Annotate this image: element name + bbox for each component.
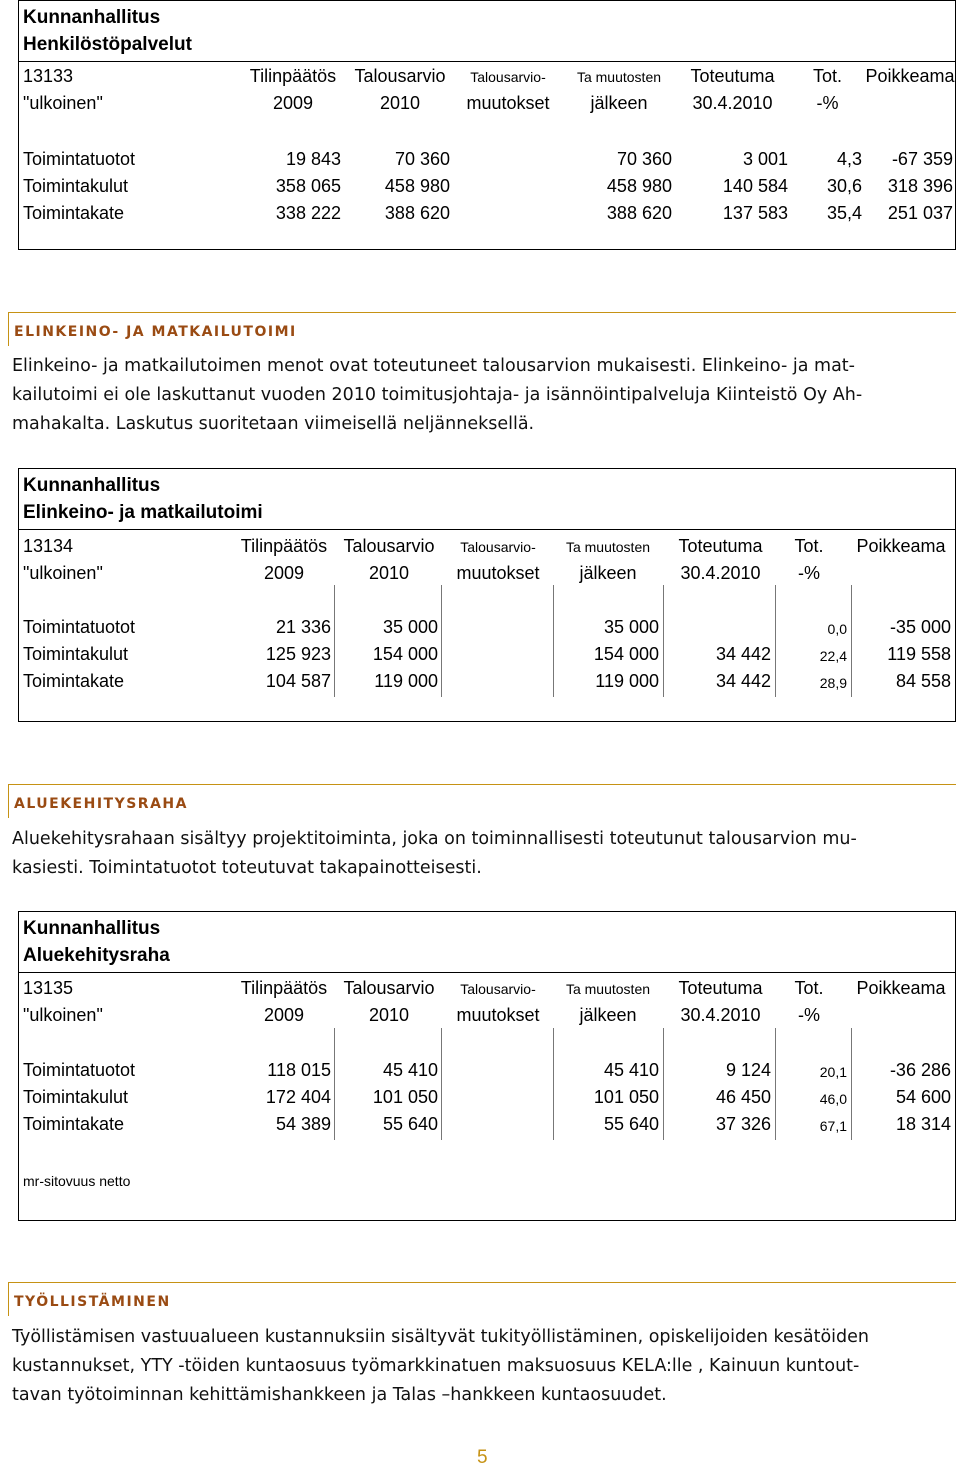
col-tot-pct: Tot. bbox=[794, 978, 824, 998]
section-paragraph bbox=[12, 352, 952, 439]
table-elinkeino bbox=[18, 468, 956, 722]
section-heading: TYÖLLISTÄMINEN bbox=[14, 1294, 171, 1310]
cell-pct: 0,0 bbox=[827, 621, 847, 637]
section-elinkeino bbox=[8, 312, 956, 442]
cell-tamu: 101 050 bbox=[593, 1087, 659, 1107]
paragraph-line: Aluekehitysrahaan sisältyy projektitoiminta, joka on toiminnallisesti toteutunut talousarvion mu- bbox=[12, 829, 857, 849]
cell-poik: -67 359 bbox=[891, 149, 953, 169]
cell-pct: 20,1 bbox=[819, 1064, 847, 1080]
col-talousarvio: Talousarvio bbox=[343, 536, 435, 556]
col-toteutuma: Toteutuma bbox=[678, 536, 763, 556]
column-divider bbox=[441, 585, 442, 697]
col-toteutuma: Toteutuma bbox=[690, 66, 775, 86]
cell-tp: 118 015 bbox=[267, 1060, 331, 1080]
cell-pct: 46,0 bbox=[819, 1091, 847, 1107]
table-footnote: mr-sitovuus netto bbox=[23, 1173, 131, 1189]
col-talousarviomuutokset-b: muutokset bbox=[466, 93, 550, 113]
col-tilinpaatos-year: 2009 bbox=[272, 93, 314, 113]
col-tilinpaatos: Tilinpäätös bbox=[240, 536, 328, 556]
cell-ta: 458 980 bbox=[384, 176, 450, 196]
col-tilinpaatos-year: 2009 bbox=[263, 1005, 305, 1025]
col-tot-pct: Tot. bbox=[794, 536, 824, 556]
table-header-divider bbox=[19, 61, 955, 62]
paragraph-line: tavan työtoiminnan kehittämishankkeen ja Talas –hankkeen kuntaosuudet. bbox=[12, 1385, 667, 1405]
scope-label: "ulkoinen" bbox=[23, 1005, 103, 1025]
table-henkilostopalvelut bbox=[18, 0, 956, 250]
col-talousarviomuutokset: Talousarvio- bbox=[470, 69, 546, 85]
cell-tp: 172 404 bbox=[265, 1087, 331, 1107]
cell-pct: 67,1 bbox=[819, 1118, 847, 1134]
cell-poik: 18 314 bbox=[895, 1114, 951, 1134]
cell-tot: 37 326 bbox=[715, 1114, 771, 1134]
cell-tp: 338 222 bbox=[275, 203, 341, 223]
col-tot-pct-b: -% bbox=[798, 563, 820, 583]
table-header-divider bbox=[19, 972, 955, 973]
col-toteutuma: Toteutuma bbox=[678, 978, 763, 998]
col-talousarvio-year: 2010 bbox=[368, 563, 410, 583]
cost-center-code: 13134 bbox=[23, 536, 74, 556]
cell-tot: 3 001 bbox=[742, 149, 788, 169]
cell-tamu: 154 000 bbox=[593, 644, 659, 664]
table-header-divider bbox=[19, 529, 955, 530]
table-org: Kunnanhallitus bbox=[23, 918, 161, 939]
paragraph-line: kasiesti. Toimintatuotot toteutuvat takapainotteisesti. bbox=[12, 858, 482, 878]
cell-pct: 4,3 bbox=[836, 149, 862, 169]
col-ta-muutosten: Ta muutosten bbox=[565, 981, 651, 997]
row-label: Toimintakulut bbox=[23, 176, 129, 196]
section-aluekehitysraha bbox=[8, 784, 956, 884]
cell-tp: 104 587 bbox=[265, 671, 331, 691]
col-toteutuma-date: 30.4.2010 bbox=[680, 1005, 761, 1025]
row-label: Toimintatuotot bbox=[23, 149, 136, 169]
cell-poik: 251 037 bbox=[887, 203, 953, 223]
col-poikkeama: Poikkeama bbox=[856, 978, 946, 998]
col-talousarvio: Talousarvio bbox=[343, 978, 435, 998]
col-talousarviomuutokset-b: muutokset bbox=[456, 1005, 540, 1025]
cell-tot: 137 583 bbox=[722, 203, 788, 223]
cell-tamu: 45 410 bbox=[603, 1060, 659, 1080]
row-label: Toimintatuotot bbox=[23, 617, 136, 637]
col-talousarvio-year: 2010 bbox=[368, 1005, 410, 1025]
cell-poik: 119 558 bbox=[887, 644, 951, 664]
cell-tp: 358 065 bbox=[275, 176, 341, 196]
cell-tamu: 35 000 bbox=[603, 617, 659, 637]
cell-poik: 84 558 bbox=[895, 671, 951, 691]
section-paragraph bbox=[12, 825, 952, 883]
cell-ta: 154 000 bbox=[372, 644, 438, 664]
cell-tp: 125 923 bbox=[265, 644, 331, 664]
page-number: 5 bbox=[477, 1447, 488, 1468]
section-paragraph bbox=[12, 1323, 952, 1410]
cell-tamu: 70 360 bbox=[616, 149, 672, 169]
col-toteutuma-date: 30.4.2010 bbox=[692, 93, 773, 113]
cell-pct: 28,9 bbox=[819, 675, 847, 691]
cell-ta: 101 050 bbox=[372, 1087, 438, 1107]
cell-tp: 19 843 bbox=[285, 149, 341, 169]
cell-tp: 54 389 bbox=[275, 1114, 331, 1134]
col-tilinpaatos: Tilinpäätös bbox=[249, 66, 337, 86]
column-divider bbox=[441, 1028, 442, 1140]
cost-center-code: 13133 bbox=[23, 66, 74, 86]
col-talousarviomuutokset: Talousarvio- bbox=[460, 539, 536, 555]
col-ta-muutosten-b: jälkeen bbox=[590, 93, 648, 113]
cell-poik: -35 000 bbox=[889, 617, 951, 637]
col-ta-muutosten: Ta muutosten bbox=[576, 69, 662, 85]
col-tot-pct-b: -% bbox=[798, 1005, 820, 1025]
paragraph-line: kailutoimi ei ole laskuttanut vuoden 2010 toimitusjohtaja- ja isännöintipalveluja Kiinteistö Oy Ah- bbox=[12, 385, 863, 405]
cell-ta: 45 410 bbox=[382, 1060, 438, 1080]
col-tilinpaatos: Tilinpäätös bbox=[240, 978, 328, 998]
paragraph-line: Elinkeino- ja matkailutoimen menot ovat toteutuneet talousarvion mukaisesti. Elinkeino- ja mat- bbox=[12, 356, 855, 376]
table-unit: Aluekehitysraha bbox=[23, 945, 170, 966]
col-ta-muutosten-b: jälkeen bbox=[579, 1005, 637, 1025]
col-poikkeama: Poikkeama bbox=[856, 536, 946, 556]
cell-tamu: 458 980 bbox=[606, 176, 672, 196]
paragraph-line: kustannukset, YTY -töiden kuntaosuus työmarkkinatuen maksuosuus KELA:lle , Kainuun kuntout- bbox=[12, 1356, 860, 1376]
cell-tamu: 55 640 bbox=[603, 1114, 659, 1134]
column-divider bbox=[334, 585, 335, 697]
col-talousarvio-year: 2010 bbox=[379, 93, 421, 113]
table-unit: Elinkeino- ja matkailutoimi bbox=[23, 502, 263, 523]
cell-tot: 9 124 bbox=[725, 1060, 771, 1080]
cell-tamu: 388 620 bbox=[606, 203, 672, 223]
col-toteutuma-date: 30.4.2010 bbox=[680, 563, 761, 583]
cell-ta: 70 360 bbox=[394, 149, 450, 169]
row-label: Toimintakate bbox=[23, 1114, 125, 1134]
row-label: Toimintakulut bbox=[23, 1087, 129, 1107]
cell-ta: 119 000 bbox=[374, 671, 438, 691]
cost-center-code: 13135 bbox=[23, 978, 74, 998]
cell-poik: 54 600 bbox=[895, 1087, 951, 1107]
paragraph-line: Työllistämisen vastuualueen kustannuksiin sisältyvät tukityöllistäminen, opiskelijoiden kesätöiden bbox=[12, 1327, 869, 1347]
col-ta-muutosten: Ta muutosten bbox=[565, 539, 651, 555]
cell-tot: 46 450 bbox=[715, 1087, 771, 1107]
section-heading: ALUEKEHITYSRAHA bbox=[14, 796, 188, 812]
col-talousarviomuutokset-b: muutokset bbox=[456, 563, 540, 583]
cell-pct: 30,6 bbox=[826, 176, 862, 196]
col-tot-pct: Tot. bbox=[812, 66, 842, 86]
col-tilinpaatos-year: 2009 bbox=[263, 563, 305, 583]
cell-ta: 388 620 bbox=[384, 203, 450, 223]
scope-label: "ulkoinen" bbox=[23, 93, 103, 113]
table-aluekehitysraha bbox=[18, 911, 956, 1221]
col-talousarvio: Talousarvio bbox=[354, 66, 446, 86]
table-unit: Henkilöstöpalvelut bbox=[23, 34, 192, 55]
column-divider bbox=[334, 1028, 335, 1140]
cell-poik: 318 396 bbox=[887, 176, 953, 196]
col-poikkeama: Poikkeama bbox=[865, 66, 955, 86]
section-tyollistaminen bbox=[8, 1282, 956, 1412]
cell-tamu: 119 000 bbox=[595, 671, 659, 691]
col-talousarviomuutokset: Talousarvio- bbox=[460, 981, 536, 997]
row-label: Toimintakate bbox=[23, 671, 125, 691]
row-label: Toimintakulut bbox=[23, 644, 129, 664]
cell-tp: 21 336 bbox=[275, 617, 331, 637]
cell-pct: 35,4 bbox=[826, 203, 862, 223]
cell-tot: 34 442 bbox=[715, 644, 771, 664]
row-label: Toimintakate bbox=[23, 203, 125, 223]
cell-ta: 35 000 bbox=[382, 617, 438, 637]
cell-tot: 34 442 bbox=[715, 671, 771, 691]
table-org: Kunnanhallitus bbox=[23, 475, 161, 496]
cell-poik: -36 286 bbox=[889, 1060, 951, 1080]
cell-pct: 22,4 bbox=[819, 648, 847, 664]
paragraph-line: mahakalta. Laskutus suoritetaan viimeisellä neljänneksellä. bbox=[12, 414, 535, 434]
row-label: Toimintatuotot bbox=[23, 1060, 136, 1080]
table-org: Kunnanhallitus bbox=[23, 7, 161, 28]
cell-tot: 140 584 bbox=[722, 176, 788, 196]
cell-ta: 55 640 bbox=[382, 1114, 438, 1134]
scope-label: "ulkoinen" bbox=[23, 563, 103, 583]
section-heading: ELINKEINO- JA MATKAILUTOIMI bbox=[14, 324, 297, 340]
col-ta-muutosten-b: jälkeen bbox=[579, 563, 637, 583]
col-tot-pct-b: -% bbox=[816, 93, 839, 113]
